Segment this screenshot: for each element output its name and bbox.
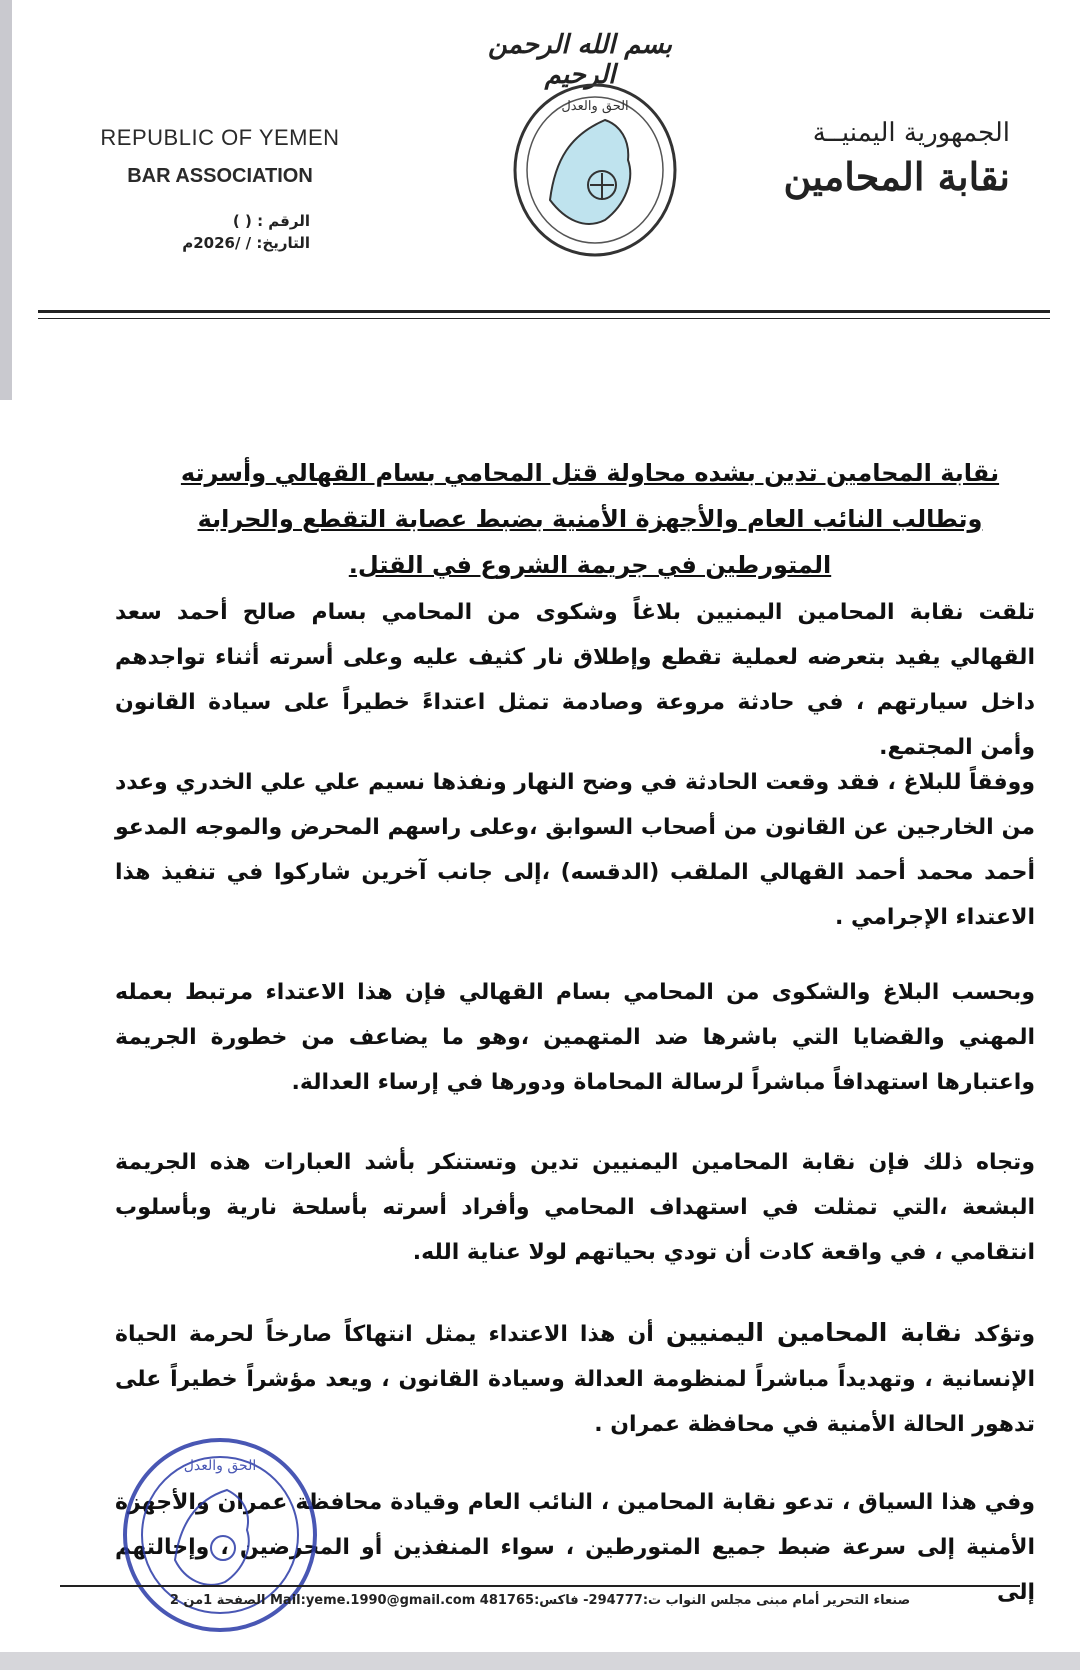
- bismillah-heading: بسم الله الرحمن الرحيم: [488, 30, 672, 90]
- paragraph-6: وفي هذا السياق ، تدعو نقابة المحامين ، النائب العام وقيادة محافظة عمران والأجهزة الأمنية إلى سرعة ضبط جميع المتورطين ، سواء المنفذين أو المحرضين ، وإحالتهم إلى: [115, 1490, 1035, 1605]
- screen-edge-bottom: [0, 1652, 1080, 1670]
- association-seal-logo: [510, 80, 680, 260]
- reference-block: [170, 210, 310, 254]
- stamp-motto: الحق والعدل: [183, 1458, 257, 1474]
- seal-motto: الحق والعدل: [561, 99, 629, 114]
- letter-page: [20, 0, 1060, 1650]
- paragraph-5-lead: وتؤكد: [961, 1322, 1036, 1347]
- english-letterhead: [75, 125, 365, 188]
- english-country: REPUBLIC OF YEMEN: [100, 125, 340, 150]
- screen-edge-left: [0, 0, 12, 400]
- paragraph-1: تلقت نقابة المحامين اليمنيين بلاغاً وشكوى من المحامي بسام صالح أحمد سعد القهالي يفيد بتعرضه لعملية تقطع وإطلاق نار كثيف عليه وعلى أسرته أثناء تواجدهم داخل سيارتهم ، في حادثة مروعة وصادمة تمثل اعتداءً خطيراً على سيادة القانون وأمن المجتمع.: [115, 600, 1035, 760]
- arabic-letterhead: [750, 118, 1010, 199]
- arabic-country: الجمهورية اليمنيــة: [812, 118, 1010, 148]
- paragraph-5: [115, 1310, 1035, 1447]
- official-stamp: [115, 1430, 325, 1640]
- reference-number: الرقم : ( ): [232, 212, 310, 230]
- statement-title: نقابة المحامين تدين بشده محاولة قتل المحامي بسام القهالي وأسرته وتطالب النائب العام والأجهزة الأمنية بضبط عصابة التقطع والحرابة المتورطين في جريمة الشروع في القتل.: [180, 459, 1000, 579]
- header-divider-thick: [38, 310, 1050, 313]
- paragraph-5-association-name: نقابة المحامين اليمنيين: [665, 1318, 962, 1347]
- paragraph-4: وتجاه ذلك فإن نقابة المحامين اليمنيين تدين وتستنكر بأشد العبارات هذه الجريمة البشعة ،التي تمثلت في استهداف المحامي وأفراد أسرته بأسلحة نارية وبأسلوب انتقامي ، في واقعة كادت أن تودي بحياتهم لولا عناية الله.: [115, 1150, 1035, 1265]
- english-association: BAR ASSOCIATION: [127, 165, 313, 187]
- paragraph-2: ووفقاً للبلاغ ، فقد وقعت الحادثة في وضح النهار ونفذها نسيم علي علي الخدري وعدد من الخارجين عن القانون من أصحاب السوابق ،وعلى راسهم المحرض والموجه المدعو أحمد محمد أحمد القهالي الملقب (الدقسه) ،إلى جانب آخرين شاركوا في تنفيذ هذا الاعتداء الإجرامي .: [115, 770, 1035, 930]
- paragraph-5-rest: أن هذا الاعتداء يمثل انتهاكاً صارخاً لحرمة الحياة الإنسانية ، وتهديداً مباشراً لمنظومة العدالة وسيادة القانون ، ويعد مؤشراً خطيراً على تدهور الحالة الأمنية في محافظة عمران .: [115, 1322, 1035, 1437]
- header-divider-thin: [38, 318, 1050, 319]
- arabic-association: نقابة المحامين: [783, 154, 1010, 199]
- reference-date: التاريخ: / /2026م: [182, 234, 310, 252]
- letter-footer: صنعاء التحرير أمام مبنى مجلس النواب ت:294777- فاكس:481765 Mail:yeme.1990@gmail.com الصفحة 1من 2: [60, 1585, 1020, 1608]
- paragraph-3: وبحسب البلاغ والشكوى من المحامي بسام القهالي فإن هذا الاعتداء مرتبط بعمله المهني والقضايا التي باشرها ضد المتهمين ،وهو ما يضاعف من خطورة الجريمة واعتبارها استهدافاً مباشراً لرسالة المحاماة ودورها في إرساء العدالة.: [115, 980, 1035, 1095]
